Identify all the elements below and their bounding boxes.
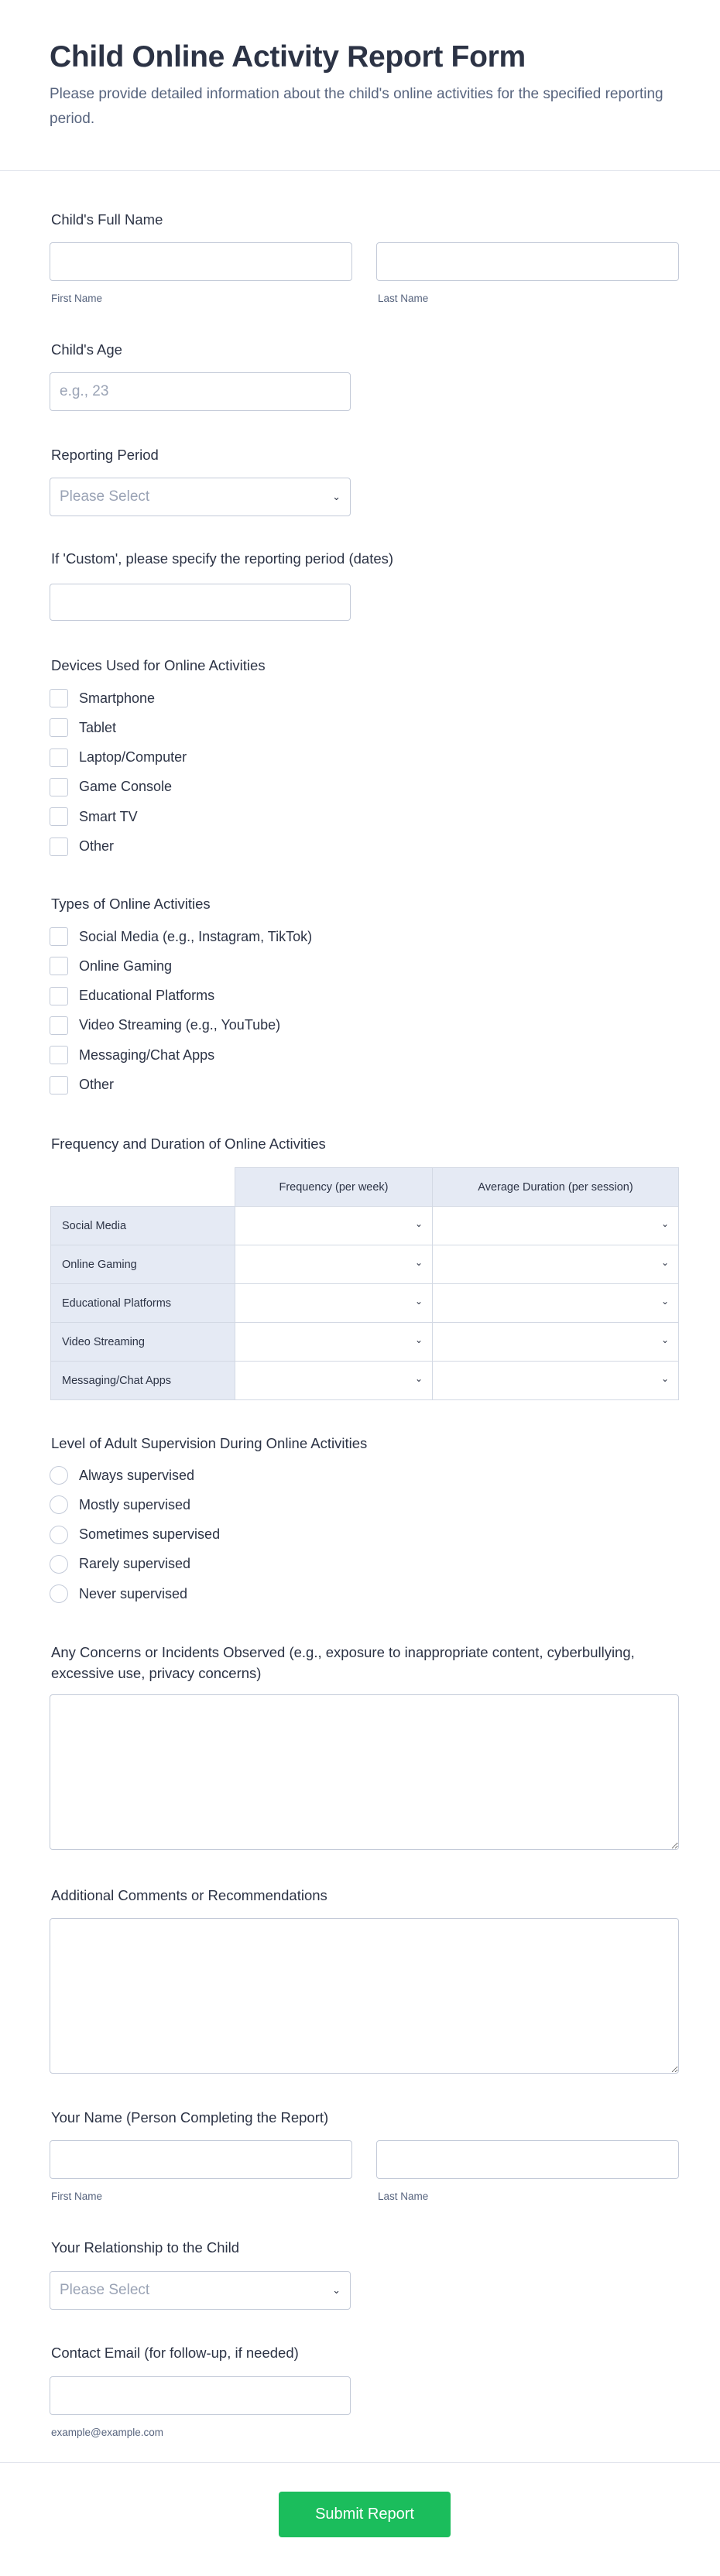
page-title: Child Online Activity Report Form: [50, 40, 526, 74]
device-option[interactable]: [50, 777, 172, 797]
option-label: Rarely supervised: [79, 1556, 191, 1572]
chevron-down-icon: ⌄: [414, 1257, 423, 1268]
matrix-row-label: Social Media: [51, 1207, 235, 1245]
checkbox[interactable]: [50, 748, 68, 767]
matrix-corner: [51, 1168, 235, 1207]
relationship-select[interactable]: [50, 2271, 351, 2310]
duration-select[interactable]: [433, 1362, 679, 1400]
option-label: Mostly supervised: [79, 1496, 191, 1512]
radio-button[interactable]: [50, 1466, 68, 1485]
reporter-name-label: Your Name (Person Completing the Report): [51, 2109, 329, 2126]
radio-button[interactable]: [50, 1584, 68, 1603]
email-input[interactable]: [50, 2376, 351, 2415]
child-age-label: Child's Age: [51, 341, 122, 358]
child-first-name-input[interactable]: [50, 242, 352, 281]
activity-option[interactable]: [50, 1075, 114, 1095]
option-label: Laptop/Computer: [79, 749, 187, 766]
device-option[interactable]: [50, 688, 155, 708]
comments-label: Additional Comments or Recommendations: [51, 1887, 327, 1903]
child-age-placeholder: e.g., 23: [60, 383, 109, 399]
option-label: Video Streaming (e.g., YouTube): [79, 1017, 281, 1033]
footer-divider: [0, 2462, 720, 2463]
supervision-option[interactable]: [50, 1525, 220, 1545]
activity-option[interactable]: [50, 986, 214, 1006]
device-option[interactable]: [50, 748, 187, 768]
chevron-down-icon: ⌄: [414, 1373, 423, 1384]
custom-period-label: If 'Custom', please specify the reporting period (dates): [51, 550, 394, 567]
option-label: Tablet: [79, 719, 117, 735]
activity-option[interactable]: [50, 956, 172, 976]
reporting-period-select[interactable]: [50, 478, 351, 516]
device-option[interactable]: [50, 807, 138, 827]
frequency-select[interactable]: [235, 1245, 433, 1284]
chevron-down-icon: ⌄: [332, 491, 341, 502]
reporter-first-name-sublabel: First Name: [51, 2191, 103, 2202]
matrix-column-header: Frequency (per week): [235, 1168, 433, 1207]
matrix-label: Frequency and Duration of Online Activities: [51, 1136, 326, 1152]
relationship-label: Your Relationship to the Child: [51, 2239, 240, 2256]
supervision-label: Level of Adult Supervision During Online Activities: [51, 1435, 368, 1451]
reporting-period-placeholder: Please Select: [60, 488, 150, 505]
chevron-down-icon: ⌄: [660, 1373, 669, 1384]
activity-option[interactable]: [50, 1016, 280, 1036]
checkbox[interactable]: [50, 957, 68, 975]
duration-select[interactable]: [433, 1207, 679, 1245]
chevron-down-icon: ⌄: [660, 1257, 669, 1268]
checkbox[interactable]: [50, 927, 68, 946]
duration-select[interactable]: [433, 1323, 679, 1362]
chevron-down-icon: ⌄: [660, 1218, 669, 1229]
activity-option[interactable]: [50, 927, 312, 947]
submit-report-button[interactable]: Submit Report: [279, 2492, 451, 2537]
option-label: Smart TV: [79, 808, 138, 824]
checkbox[interactable]: [50, 838, 68, 856]
checkbox[interactable]: [50, 718, 68, 737]
child-last-name-input[interactable]: [376, 242, 679, 281]
activities-label: Types of Online Activities: [51, 896, 211, 912]
chevron-down-icon: ⌄: [414, 1334, 423, 1345]
custom-period-input[interactable]: [50, 584, 351, 621]
comments-textarea[interactable]: [50, 1918, 679, 2074]
device-option[interactable]: [50, 718, 116, 738]
option-label: Smartphone: [79, 690, 156, 706]
child-age-input[interactable]: [50, 372, 351, 411]
checkbox[interactable]: [50, 1076, 68, 1094]
radio-button[interactable]: [50, 1526, 68, 1544]
chevron-down-icon: ⌄: [332, 2284, 341, 2296]
option-label: Social Media (e.g., Instagram, TikTok): [79, 928, 313, 944]
checkbox[interactable]: [50, 987, 68, 1005]
option-label: Sometimes supervised: [79, 1526, 221, 1543]
matrix-column-header: Average Duration (per session): [433, 1168, 679, 1207]
matrix-row: [51, 1323, 679, 1362]
chevron-down-icon: ⌄: [660, 1296, 669, 1307]
checkbox[interactable]: [50, 1046, 68, 1064]
concerns-label: Any Concerns or Incidents Observed (e.g., exposure to inappropriate content, cyberbullying, excessive use, privacy concerns): [51, 1644, 635, 1681]
option-label: Always supervised: [79, 1467, 195, 1483]
chevron-down-icon: ⌄: [660, 1334, 669, 1345]
option-label: Messaging/Chat Apps: [79, 1046, 215, 1063]
matrix-row-label: Online Gaming: [51, 1245, 235, 1284]
header-divider: [0, 170, 720, 171]
checkbox[interactable]: [50, 1016, 68, 1035]
option-label: Online Gaming: [79, 957, 173, 974]
reporting-period-label: Reporting Period: [51, 447, 159, 463]
supervision-option[interactable]: [50, 1465, 194, 1485]
matrix-row: [51, 1245, 679, 1284]
supervision-option[interactable]: [50, 1495, 190, 1515]
device-option[interactable]: [50, 837, 114, 857]
frequency-duration-matrix: [50, 1167, 679, 1400]
option-label: Other: [79, 1077, 115, 1092]
chevron-down-icon: ⌄: [414, 1218, 423, 1229]
radio-button[interactable]: [50, 1495, 68, 1514]
matrix-row-label: Messaging/Chat Apps: [51, 1362, 235, 1400]
frequency-select[interactable]: [235, 1323, 433, 1362]
email-label: Contact Email (for follow-up, if needed): [51, 2345, 299, 2361]
radio-button[interactable]: [50, 1555, 68, 1574]
reporter-last-name-input[interactable]: [376, 2140, 679, 2179]
matrix-row: [51, 1284, 679, 1323]
option-label: Never supervised: [79, 1585, 188, 1601]
supervision-option[interactable]: [50, 1584, 187, 1604]
duration-select[interactable]: [433, 1284, 679, 1323]
matrix-row-label: Educational Platforms: [51, 1284, 235, 1323]
frequency-select[interactable]: [235, 1362, 433, 1400]
email-sublabel: example@example.com: [51, 2427, 164, 2438]
relationship-placeholder: Please Select: [60, 2282, 150, 2298]
checkbox[interactable]: [50, 807, 68, 826]
activity-option[interactable]: [50, 1045, 214, 1065]
child-first-name-sublabel: First Name: [51, 293, 103, 304]
chevron-down-icon: ⌄: [414, 1296, 423, 1307]
supervision-option[interactable]: [50, 1554, 190, 1574]
concerns-textarea[interactable]: [50, 1694, 679, 1850]
matrix-row: [51, 1207, 679, 1245]
devices-label: Devices Used for Online Activities: [51, 657, 266, 673]
checkbox[interactable]: [50, 778, 68, 796]
child-last-name-sublabel: Last Name: [378, 293, 429, 304]
option-label: Educational Platforms: [79, 988, 215, 1004]
frequency-select[interactable]: [235, 1284, 433, 1323]
checkbox[interactable]: [50, 689, 68, 707]
matrix-row-label: Video Streaming: [51, 1323, 235, 1362]
child-name-label: Child's Full Name: [51, 211, 163, 228]
matrix-row: [51, 1362, 679, 1400]
frequency-select[interactable]: [235, 1207, 433, 1245]
duration-select[interactable]: [433, 1245, 679, 1284]
page-subtitle: Please provide detailed information about the child's online activities for the specified reporting period.: [50, 86, 663, 127]
reporter-first-name-input[interactable]: [50, 2140, 352, 2179]
reporter-last-name-sublabel: Last Name: [378, 2191, 429, 2202]
option-label: Other: [79, 838, 115, 854]
option-label: Game Console: [79, 779, 173, 795]
